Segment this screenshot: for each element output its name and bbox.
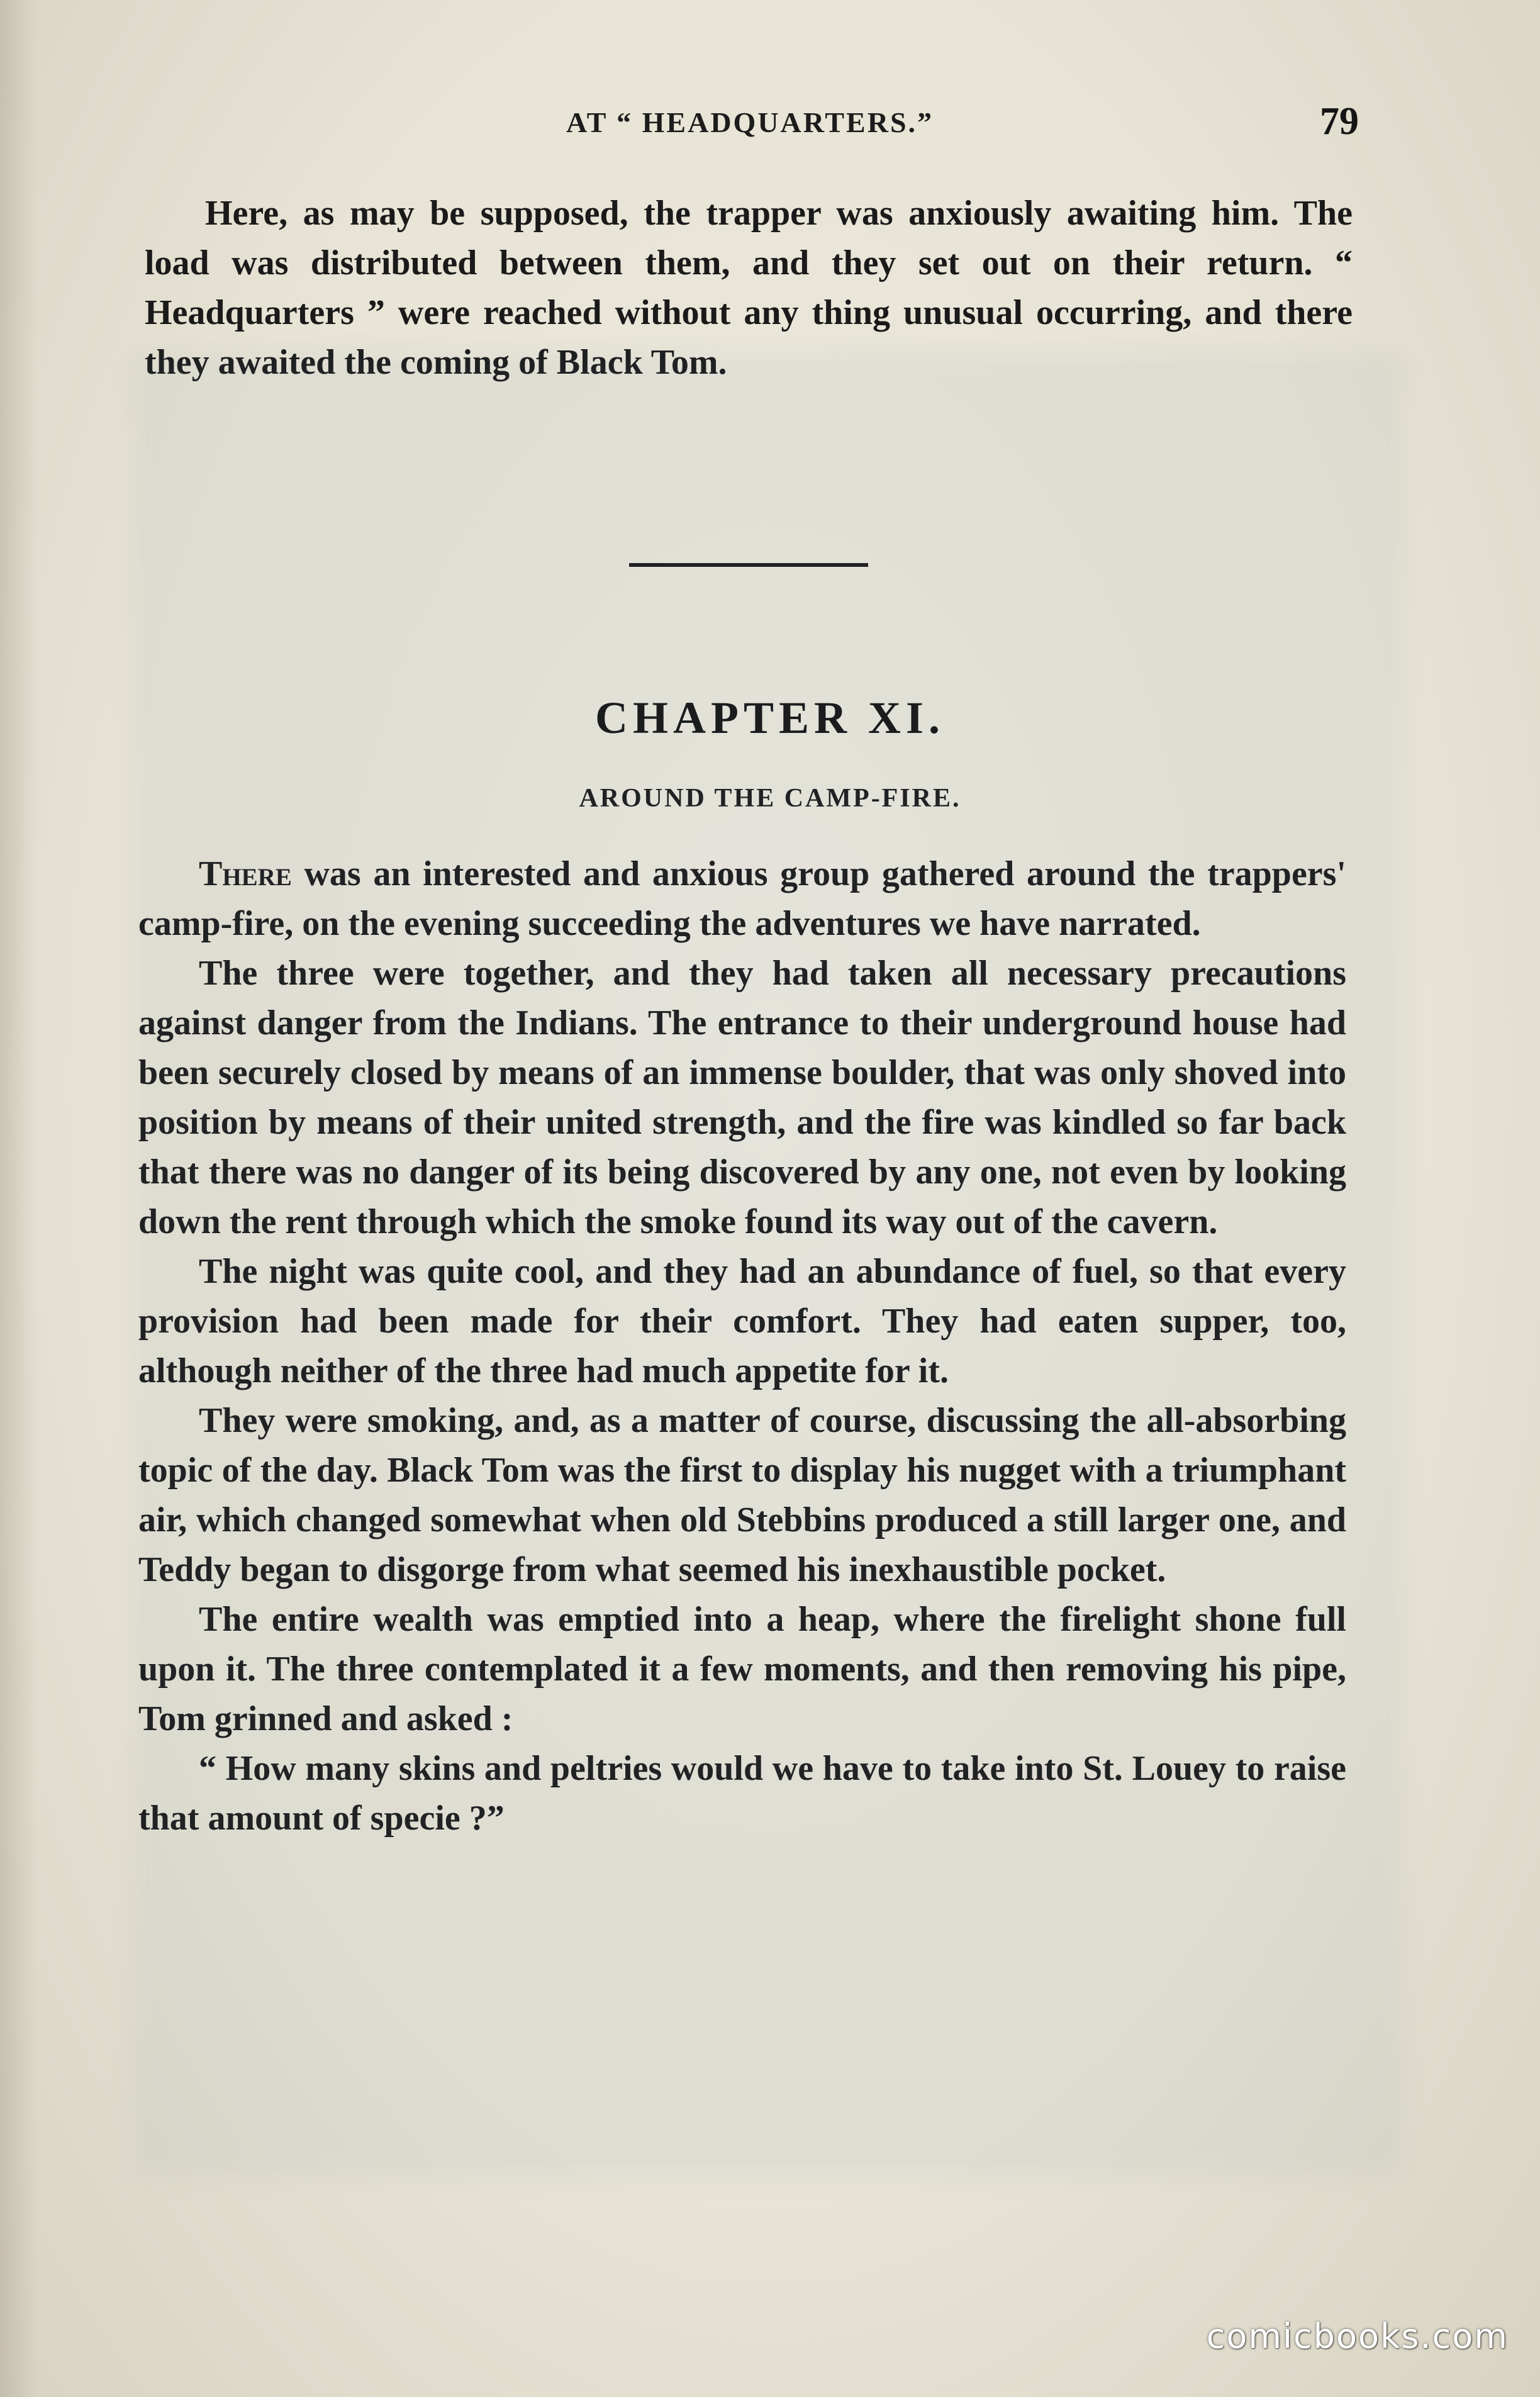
- page-number: 79: [1320, 100, 1359, 143]
- paragraph-2: The three were together, and they had taken all necessary precautions against danger from the Indians. The entrance to their underground house had been securely closed by means of an immense boulder, that was only shoved into position by means of their united strength, and the fire was kindled so far back that there was no danger of its being discovered by any one, not even by looking down the rent through which the smoke found its way out of the cavern.: [138, 954, 1346, 1241]
- paragraph-1-text: was an interested and anxious group gathered around the trappers' camp-fire, on the evening succeeding the adventures we have narrated.: [138, 854, 1346, 943]
- chapter-title: CHAPTER XI.: [594, 693, 946, 743]
- running-header: [189, 99, 1384, 150]
- chapter-subtitle: AROUND THE CAMP-FIRE.: [579, 784, 961, 813]
- opening-text-block: [145, 189, 1353, 388]
- paragraph-1-lead: There: [199, 854, 292, 893]
- opening-paragraph: Here, as may be supposed, the trapper was anxiously awaiting him. The load was distributed between them, and they set out on their return. “ Headquarters ” were reached without any thing unusual occurring, and there they awaited the coming of Black Tom.: [145, 194, 1353, 382]
- chapter-body: [138, 849, 1346, 1843]
- paragraph-5: The entire wealth was emptied into a heap, where the firelight shone full upon it. The three contemplated it a few moments, and then removing his pipe, Tom grinned and asked :: [138, 1600, 1346, 1738]
- page-edge-shadow: [0, 0, 38, 2397]
- section-divider: [629, 563, 868, 567]
- paragraph-1: [138, 849, 1346, 949]
- watermark: comicbooks.com: [1206, 2316, 1509, 2356]
- paragraph-3: The night was quite cool, and they had an abundance of fuel, so that every provision had been made for their comfort. They had eaten supper, too, although neither of the three had much appetite for it.: [138, 1252, 1346, 1390]
- paragraph-6: “ How many skins and peltries would we have to take into St. Louey to raise that amount of specie ?”: [138, 1749, 1346, 1838]
- paragraph-4: They were smoking, and, as a matter of course, discussing the all-absorbing topic of the day. Black Tom was the first to display his nugget with a triumphant air, which changed somewhat when old Stebbins produced a still larger one, and Teddy began to disgorge from what seemed his inexhaustible pocket.: [138, 1401, 1346, 1589]
- running-title: AT “ HEADQUARTERS.”: [566, 106, 934, 138]
